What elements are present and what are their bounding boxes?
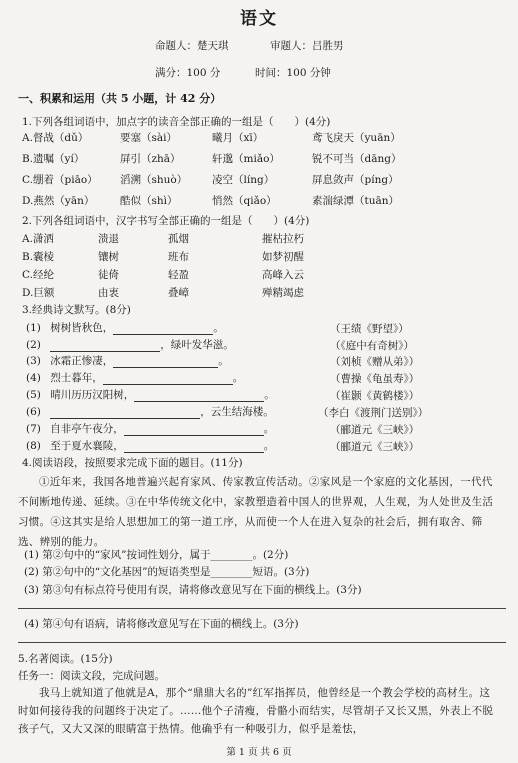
- answer-blank[interactable]: [134, 390, 264, 402]
- q1-cell: 要塞（sài）: [120, 132, 178, 144]
- q2-option-row: [22, 232, 304, 246]
- q2-cell: B.囊棱: [22, 251, 55, 263]
- verse-suffix: ，云生结海楼。: [200, 406, 274, 418]
- q1-cell: 屏息敛声（píng）: [312, 174, 399, 186]
- q2-stem: 2.下列各组词语中，汉字书写全部正确的一组是（ ）(4分): [22, 215, 310, 227]
- q1-cell: 滔溯（shuò）: [120, 174, 188, 186]
- page-footer: 第 1 页 共 6 页: [226, 747, 292, 758]
- answer-blank[interactable]: [113, 323, 213, 335]
- q2-cell: 殚精竭虑: [262, 287, 304, 299]
- q1-cell: 曦月（xī）: [212, 132, 264, 144]
- verse-prefix: 烈士暮年，: [50, 372, 103, 384]
- answer-blank[interactable]: [124, 424, 264, 436]
- answer-blank[interactable]: [50, 340, 160, 352]
- q2-cell: 由衷: [98, 287, 119, 299]
- q3-item: [26, 354, 229, 368]
- source-citation: （《庭中有奇树》）: [330, 340, 414, 352]
- reviewer-label: 审题人：吕胜男: [270, 40, 344, 52]
- verse-suffix: 。: [264, 389, 275, 401]
- answer-blank[interactable]: [113, 356, 218, 368]
- q3-item: [26, 388, 275, 402]
- q2-cell: A.潇洒: [22, 233, 54, 245]
- verse-prefix: 自非亭午夜分，: [50, 423, 124, 435]
- q3-item: [26, 338, 234, 352]
- verse-prefix: 至于夏水襄陵，: [50, 440, 124, 452]
- q5-task: 任务一：阅读文段，完成问题。: [18, 670, 165, 682]
- q2-cell: 轻盈: [168, 269, 189, 281]
- q3-item: [26, 321, 224, 335]
- verse-suffix: 。: [232, 372, 244, 384]
- verse-prefix: 树树皆秋色，: [50, 322, 114, 334]
- q1-cell: 锐不可当（dāng）: [312, 153, 402, 165]
- q1-cell: 凌空（líng）: [212, 174, 275, 186]
- verse-suffix: 。: [218, 355, 229, 367]
- q3-stem: 3.经典诗文默写。(8分): [22, 304, 131, 316]
- q1-cell: D.燕然（yān）: [22, 195, 95, 207]
- item-number: (3): [26, 355, 41, 367]
- q5-stem: 5.名著阅读。(15分): [18, 653, 113, 665]
- q4-passage: ①近年来，我国各地普遍兴起育家风、传家教宣传活动。②家风是一个家庭的文化基因，一代代不间断地传递、延续。③在中华传统文化中，家教塑造着中国人的世界观，人生观，为人处世及生活习惯。④这其实是给人思想加工的第一道工序，从而使一个人在进入复杂的社会后，拥有取舍、筛选、辨别的能力。: [18, 476, 494, 548]
- source-citation: （郦道元《三峡》）: [330, 424, 420, 436]
- verse-suffix: 。: [213, 322, 224, 334]
- item-number: (4): [26, 372, 41, 384]
- verse-prefix: 晴川历历汉阳树，: [50, 389, 135, 401]
- q3-item: [26, 439, 274, 453]
- q2-cell: 摧枯拉朽: [262, 233, 304, 245]
- q2-cell: 叠嶂: [168, 287, 189, 299]
- q1-cell: 悄然（qiǎo）: [212, 195, 277, 207]
- q2-cell: D.巨额: [22, 287, 55, 299]
- q2-option-row: [22, 250, 304, 264]
- answer-blank[interactable]: [50, 407, 200, 419]
- source-citation: （曹操《龟虽寿》）: [330, 373, 420, 385]
- item-number: (1): [26, 322, 41, 334]
- verse-suffix: 。: [263, 423, 275, 435]
- time-label: 时间：100 分钟: [255, 67, 331, 79]
- q2-option-row: [22, 286, 304, 300]
- q1-cell: 鸢飞戾天（yuān）: [312, 132, 401, 144]
- q1-cell: 轩邈（miǎo）: [212, 153, 280, 165]
- q2-cell: C.经纶: [22, 269, 54, 281]
- q3-item: [26, 405, 274, 419]
- q1-cell: 酷似（shì）: [120, 195, 178, 207]
- exam-title: 语文: [240, 9, 278, 29]
- q1-stem: 1.下列各组词语中，加点字的读音全部正确的一组是（ ）(4分): [22, 116, 331, 128]
- q1-option-row: [22, 152, 401, 166]
- q1-cell: C.绷着（piāo）: [22, 174, 98, 186]
- item-number: (7): [26, 423, 41, 435]
- q4-subquestion: (2) 第②句中的“文化基因”的短语类型是________短语。(3分): [24, 566, 310, 578]
- item-number: (2): [26, 339, 41, 351]
- verse-prefix: 冰霜正惨凄，: [50, 355, 114, 367]
- q1-cell: 屏引（zhā）: [120, 153, 181, 165]
- q2-cell: 徒倚: [98, 269, 119, 281]
- source-citation: （刘桢《赠从弟》）: [330, 356, 420, 368]
- q1-option-row: [22, 131, 401, 145]
- answer-blank[interactable]: [124, 441, 264, 453]
- source-citation: （崔颢《黄鹤楼》）: [330, 390, 420, 402]
- q2-cell: 如梦初醒: [262, 251, 304, 263]
- q2-cell: 班布: [168, 251, 189, 263]
- q2-cell: 高峰入云: [262, 269, 304, 281]
- q4-stem: 4.阅读语段，按照要求完成下面的题目。(11分): [22, 457, 243, 469]
- q2-cell: 孤烟: [168, 233, 189, 245]
- verse-suffix: ，绿叶发华滋。: [160, 339, 234, 351]
- q2-cell: 镶树: [98, 251, 119, 263]
- item-number: (5): [26, 389, 41, 401]
- q3-item: [26, 371, 243, 385]
- q4-subquestion: (1) 第②句中的“家风”按词性划分，属于________。(2分): [24, 549, 289, 561]
- source-citation: （王绩《野望》）: [330, 323, 409, 335]
- q3-item: [26, 422, 274, 436]
- item-number: (8): [26, 440, 41, 452]
- source-citation: （李白《渡荆门送别》）: [318, 407, 429, 419]
- q2-option-row: [22, 268, 304, 282]
- q4-subquestion: (3) 第③句有标点符号使用有误，请将修改意见写在下面的横线上。(3分): [24, 584, 362, 596]
- score-label: 满分：100 分: [155, 67, 221, 79]
- answer-blank[interactable]: [103, 373, 233, 385]
- source-citation: （郦道元《三峡》）: [330, 441, 420, 453]
- q1-option-row: [22, 173, 399, 187]
- q1-cell: 素湍绿潭（tuān）: [312, 195, 400, 207]
- q4-subquestion: (4) 第④句有语病，请将修改意见写在下面的横线上。(3分): [24, 618, 299, 630]
- answer-line[interactable]: [18, 642, 506, 643]
- item-number: (6): [26, 406, 41, 418]
- q1-cell: B.遗嘱（yí）: [22, 153, 85, 165]
- verse-suffix: 。: [263, 440, 275, 452]
- setter-label: 命题人：楚天琪: [155, 40, 229, 52]
- q1-option-row: [22, 194, 399, 208]
- answer-line[interactable]: [18, 608, 506, 609]
- q1-cell: A.督战（dǔ）: [22, 132, 89, 144]
- q5-passage: 我马上就知道了他就是A，那个“鼎鼎大名的”红军指挥员，他曾经是一个教会学校的高材生。这时如何接待我的问题终于决定了。……他个子清瘦，骨骼小而结实，尽管胡子又长又黑，外表上不脱孩子气，又大又深的眼睛富于热情。他确乎有一种吸引力，似乎是羞怯，: [18, 687, 494, 735]
- section-heading: 一、积累和运用（共 5 小题，计 42 分）: [18, 92, 222, 105]
- q2-cell: 溃退: [98, 233, 119, 245]
